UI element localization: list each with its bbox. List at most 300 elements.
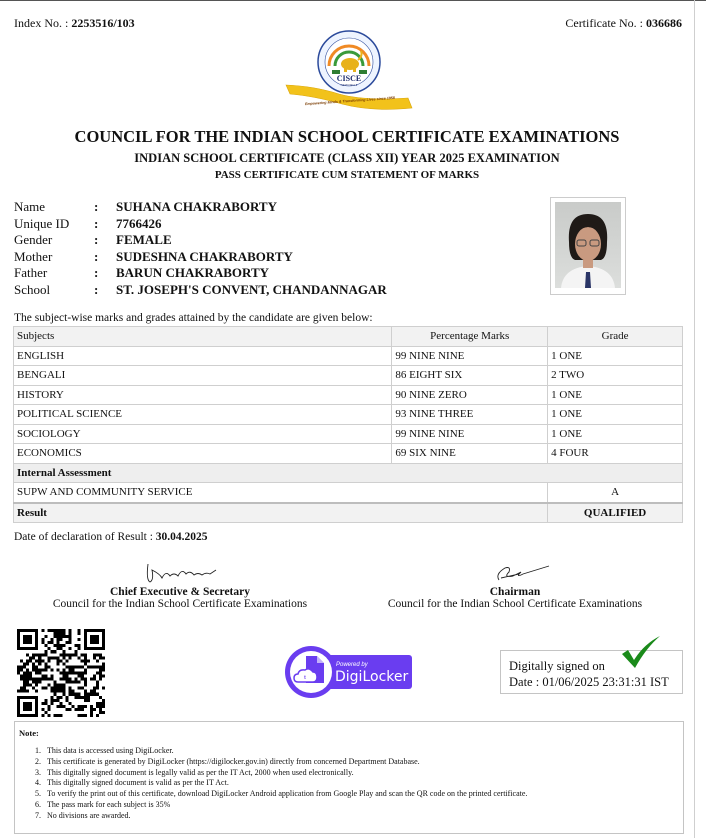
qr-module <box>87 659 90 662</box>
qr-module <box>93 656 96 659</box>
info-label: School <box>14 281 51 297</box>
info-colon: : <box>94 265 99 281</box>
qr-module <box>81 659 84 662</box>
marks-cell: 93 NINE THREE <box>392 405 548 425</box>
powered-by-text: Powered by <box>336 662 368 668</box>
qr-module <box>41 641 44 644</box>
qr-code[interactable] <box>17 629 105 717</box>
qr-module <box>63 675 66 678</box>
table-row <box>14 366 683 386</box>
photo-face <box>575 227 601 261</box>
info-label: Gender <box>14 232 53 248</box>
qr-module <box>50 675 53 678</box>
qr-module <box>56 659 59 662</box>
qr-module <box>35 678 38 681</box>
qr-module <box>69 702 72 705</box>
qr-module <box>20 678 23 681</box>
marks-cell: 69 SIX NINE <box>392 444 548 464</box>
qr-module <box>29 684 32 687</box>
qr-module <box>96 653 99 656</box>
qr-module <box>53 699 56 702</box>
qr-module <box>44 644 47 647</box>
qr-module <box>69 693 72 696</box>
photo-neck <box>583 260 593 268</box>
digilocker-badge[interactable] <box>284 645 414 699</box>
qr-module <box>56 656 59 659</box>
person-photo-icon <box>555 202 621 288</box>
subject-cell: ECONOMICS <box>14 444 392 464</box>
qr-module <box>59 687 62 690</box>
qr-module <box>66 635 69 638</box>
qr-module <box>87 696 90 699</box>
qr-module <box>23 665 26 668</box>
note-item <box>35 800 527 811</box>
qr-module <box>59 714 62 717</box>
qr-module <box>66 653 69 656</box>
qr-module <box>63 629 66 632</box>
qr-module <box>56 690 59 693</box>
qr-module <box>59 632 62 635</box>
signature-icon <box>140 560 220 584</box>
note-number: 7. <box>35 810 41 820</box>
qr-module <box>17 671 20 674</box>
qr-module <box>41 708 44 711</box>
qr-module <box>78 681 81 684</box>
qr-module <box>99 696 102 699</box>
qr-module <box>47 705 50 708</box>
qr-module <box>78 644 81 647</box>
secretary-title: Chief Executive & Secretary <box>110 586 250 598</box>
table-row <box>14 444 683 464</box>
qr-module <box>96 693 99 696</box>
qr-module <box>50 696 53 699</box>
qr-module <box>23 678 26 681</box>
qr-module <box>53 629 56 632</box>
qr-module <box>78 675 81 678</box>
qr-module <box>59 696 62 699</box>
qr-module <box>26 690 29 693</box>
qr-module <box>23 687 26 690</box>
qr-module <box>75 678 78 681</box>
qr-module <box>26 671 29 674</box>
qr-module <box>69 629 72 632</box>
qr-module <box>26 681 29 684</box>
qr-module <box>56 668 59 671</box>
qr-module <box>44 699 47 702</box>
qr-module <box>75 696 78 699</box>
qr-module <box>59 705 62 708</box>
qr-module <box>41 653 44 656</box>
qr-module <box>66 681 69 684</box>
qr-module <box>96 665 99 668</box>
info-colon: : <box>94 232 99 248</box>
qr-module <box>59 653 62 656</box>
qr-module <box>17 665 20 668</box>
note-text: This digitally signed document is legally valid as per the IT Act, 2000 when used electronically. <box>47 767 354 777</box>
qr-module <box>90 678 93 681</box>
qr-module <box>50 668 53 671</box>
qr-module <box>32 668 35 671</box>
qr-module <box>53 650 56 653</box>
qr-module <box>102 705 105 708</box>
info-colon: : <box>94 215 99 231</box>
photo-tie <box>585 272 591 288</box>
qr-module <box>99 711 102 714</box>
info-label: Mother <box>14 248 53 264</box>
qr-module <box>56 635 59 638</box>
qr-module <box>75 693 78 696</box>
qr-module <box>59 644 62 647</box>
qr-module <box>53 684 56 687</box>
qr-module <box>69 635 72 638</box>
qr-module <box>29 656 32 659</box>
info-label: Father <box>14 265 48 281</box>
logo-city: NEW DELHI <box>340 83 358 87</box>
result-value: QUALIFIED <box>548 503 683 523</box>
qr-module <box>78 671 81 674</box>
qr-module <box>69 678 72 681</box>
qr-module <box>44 650 47 653</box>
qr-module <box>47 629 50 632</box>
qr-module <box>47 647 50 650</box>
declaration-value: 30.04.2025 <box>155 531 208 543</box>
father-row <box>14 265 387 282</box>
note-number: 1. <box>35 746 41 755</box>
qr-module <box>78 696 81 699</box>
note-item <box>35 746 527 757</box>
council-title: COUNCIL FOR THE INDIAN SCHOOL CERTIFICATE EXAMINATIONS <box>74 127 620 146</box>
qr-module <box>44 653 47 656</box>
qr-module <box>29 671 32 674</box>
qr-module <box>56 699 59 702</box>
qr-module <box>102 668 105 671</box>
qr-module <box>78 638 81 641</box>
certificate-value: 036686 <box>646 16 682 30</box>
qr-module <box>38 678 41 681</box>
qr-module <box>20 668 23 671</box>
qr-module <box>96 659 99 662</box>
qr-module <box>75 644 78 647</box>
marks-table <box>13 326 683 523</box>
qr-module <box>38 656 41 659</box>
qr-module <box>78 705 81 708</box>
qr-module <box>29 678 32 681</box>
qr-module <box>93 708 96 711</box>
digilocker-brand-text: DigiLocker <box>335 669 409 685</box>
qr-module <box>63 690 66 693</box>
chairman-signature-block <box>375 558 655 610</box>
qr-module <box>84 705 87 708</box>
qr-module <box>47 665 50 668</box>
grade-cell: 1 ONE <box>548 405 683 425</box>
qr-module <box>96 687 99 690</box>
elephant-leg <box>353 66 356 72</box>
checkmark-icon <box>620 634 662 670</box>
qr-module <box>47 641 50 644</box>
note-text: No divisions are awarded. <box>47 810 131 820</box>
logo-ribbon-text: Empowering Minds & Transforming Lives since 1958 <box>304 95 395 107</box>
grade-cell: 4 FOUR <box>548 444 683 464</box>
qr-module <box>59 678 62 681</box>
qr-module <box>56 629 59 632</box>
subject-cell: BENGALI <box>14 366 392 386</box>
qr-module <box>78 693 81 696</box>
qr-module <box>93 675 96 678</box>
qr-module <box>63 668 66 671</box>
header-grade: Grade <box>548 327 683 347</box>
qr-module <box>63 653 66 656</box>
qr-module <box>56 644 59 647</box>
grade-cell: 1 ONE <box>548 385 683 405</box>
qr-module <box>84 693 87 696</box>
qr-module <box>78 629 81 632</box>
grade-cell: 2 TWO <box>548 366 683 386</box>
qr-module <box>59 684 62 687</box>
qr-module <box>23 662 26 665</box>
index-value: 2253516/103 <box>71 16 135 30</box>
qr-module <box>81 714 84 717</box>
qr-module <box>63 662 66 665</box>
qr-module <box>81 665 84 668</box>
qr-module <box>56 684 59 687</box>
qr-module <box>93 693 96 696</box>
qr-module <box>102 687 105 690</box>
candidate-photo-frame <box>550 197 626 295</box>
qr-module <box>59 690 62 693</box>
qr-module <box>59 647 62 650</box>
grade-cell: 1 ONE <box>548 424 683 444</box>
qr-module <box>93 678 96 681</box>
note-item <box>35 757 527 768</box>
qr-module <box>102 699 105 702</box>
qr-module <box>84 656 87 659</box>
chairman-title: Chairman <box>489 586 541 598</box>
qr-module <box>41 668 44 671</box>
subject-cell: POLITICAL SCIENCE <box>14 405 392 425</box>
qr-module <box>90 693 93 696</box>
qr-module <box>41 659 44 662</box>
qr-module <box>87 693 90 696</box>
qr-module <box>53 632 56 635</box>
qr-module <box>90 711 93 714</box>
qr-module <box>87 699 90 702</box>
marks-cell: 99 NINE NINE <box>392 424 548 444</box>
qr-module <box>102 711 105 714</box>
qr-module <box>78 708 81 711</box>
note-text: This certificate is generated by DigiLocker (https://digilocker.gov.in) directly from concerned Department Database. <box>47 756 420 766</box>
qr-module <box>81 687 84 690</box>
qr-module <box>99 678 102 681</box>
qr-module <box>90 714 93 717</box>
qr-module <box>26 659 29 662</box>
grade-cell: 1 ONE <box>548 346 683 366</box>
qr-module <box>84 699 87 702</box>
qr-module <box>99 705 102 708</box>
info-colon: : <box>94 281 99 297</box>
qr-module <box>23 702 32 711</box>
qr-module <box>72 690 75 693</box>
secretary-org: Council for the Indian School Certificate Examinations <box>52 598 308 610</box>
qr-module <box>53 693 56 696</box>
qr-module <box>102 662 105 665</box>
qr-module <box>66 699 69 702</box>
qr-module <box>35 665 38 668</box>
note-number: 3. <box>35 767 41 777</box>
internal-grade-cell: A <box>548 483 683 503</box>
qr-module <box>69 665 72 668</box>
declaration-date <box>14 531 208 543</box>
qr-module <box>47 678 50 681</box>
qr-module <box>69 638 72 641</box>
qr-module <box>66 675 69 678</box>
qr-module <box>26 684 29 687</box>
qr-module <box>41 714 44 717</box>
qr-module <box>63 693 66 696</box>
gender: FEMALE <box>116 232 172 248</box>
qr-module <box>59 702 62 705</box>
qr-module <box>20 675 23 678</box>
qr-module <box>63 671 66 674</box>
qr-module <box>90 690 93 693</box>
candidate-details <box>14 199 387 298</box>
qr-module <box>99 656 102 659</box>
qr-module <box>78 647 81 650</box>
qr-module <box>44 702 47 705</box>
qr-module <box>78 687 81 690</box>
qr-module <box>84 714 87 717</box>
qr-module <box>63 684 66 687</box>
table-header-row <box>14 327 683 347</box>
mother-row <box>14 249 387 266</box>
note-number: 2. <box>35 756 41 766</box>
gender-row <box>14 232 387 249</box>
cisce-logo <box>284 28 414 114</box>
qr-module <box>84 696 87 699</box>
chairman-signature <box>375 558 655 584</box>
note-item <box>35 789 527 800</box>
qr-module <box>20 687 23 690</box>
qr-module <box>44 687 47 690</box>
qr-module <box>53 690 56 693</box>
qr-module <box>78 665 81 668</box>
info-label: Name <box>14 199 46 215</box>
father-name: BARUN CHAKRABORTY <box>116 265 270 281</box>
qr-module <box>35 681 38 684</box>
qr-module <box>56 632 59 635</box>
qr-module <box>66 641 69 644</box>
qr-module <box>96 702 99 705</box>
qr-module <box>90 635 99 644</box>
qr-module <box>90 665 93 668</box>
note-text: This data is accessed using DigiLocker. <box>47 746 174 755</box>
qr-module <box>23 671 26 674</box>
page-right-border <box>694 0 695 838</box>
qr-module <box>47 708 50 711</box>
internal-assessment-label: Internal Assessment <box>14 463 683 483</box>
qr-module <box>102 702 105 705</box>
note-title: Note: <box>19 728 39 738</box>
info-label: Unique ID <box>14 215 70 231</box>
qr-module <box>69 671 72 674</box>
result-label: Result <box>14 503 548 523</box>
note-item <box>35 811 527 822</box>
note-item <box>35 778 527 789</box>
qr-module <box>59 671 62 674</box>
qr-module <box>47 714 50 717</box>
signature-icon <box>475 560 555 584</box>
qr-module <box>26 675 29 678</box>
qr-module <box>50 629 53 632</box>
qr-module <box>41 687 44 690</box>
qr-module <box>59 629 62 632</box>
qr-module <box>50 638 53 641</box>
qr-module <box>84 662 87 665</box>
qr-module <box>72 653 75 656</box>
qr-module <box>38 668 41 671</box>
note-number: 4. <box>35 778 41 788</box>
page-top-border <box>0 0 706 1</box>
qr-module <box>38 681 41 684</box>
qr-module <box>75 653 78 656</box>
school-row <box>14 282 387 299</box>
qr-module <box>93 687 96 690</box>
qr-module <box>41 678 44 681</box>
qr-module <box>75 671 78 674</box>
qr-module <box>32 687 35 690</box>
table-row <box>14 346 683 366</box>
header-subjects: Subjects <box>14 327 392 347</box>
qr-module <box>93 690 96 693</box>
qr-module <box>17 668 20 671</box>
qr-module <box>75 650 78 653</box>
marks-cell: 99 NINE NINE <box>392 346 548 366</box>
qr-module <box>23 690 26 693</box>
qr-module <box>69 656 72 659</box>
qr-module <box>44 665 47 668</box>
qr-module <box>102 665 105 668</box>
qr-module <box>81 671 84 674</box>
qr-module <box>63 687 66 690</box>
qr-module <box>38 653 41 656</box>
qr-module <box>66 678 69 681</box>
qr-module <box>44 635 47 638</box>
qr-module <box>56 714 59 717</box>
qr-module <box>72 705 75 708</box>
qr-module <box>38 659 41 662</box>
qr-module <box>38 671 41 674</box>
index-label: Index No. : <box>14 16 72 30</box>
qr-module <box>99 668 102 671</box>
qr-module <box>32 678 35 681</box>
qr-module <box>56 696 59 699</box>
qr-module <box>17 690 20 693</box>
qr-module <box>56 705 59 708</box>
note-list <box>35 746 527 822</box>
qr-module <box>81 705 84 708</box>
qr-module <box>35 690 38 693</box>
qr-module <box>44 711 47 714</box>
mother-name: SUDESHNA CHAKRABORTY <box>116 248 293 264</box>
internal-subject-cell: SUPW AND COMMUNITY SERVICE <box>14 483 548 503</box>
qr-module <box>72 668 75 671</box>
unique-id: 7766426 <box>116 215 162 231</box>
secretary-signature-block <box>40 558 320 610</box>
qr-module <box>56 647 59 650</box>
qr-module <box>69 708 72 711</box>
qr-module <box>41 675 44 678</box>
declaration-label: Date of declaration of Result : <box>14 531 156 543</box>
qr-module <box>20 690 23 693</box>
